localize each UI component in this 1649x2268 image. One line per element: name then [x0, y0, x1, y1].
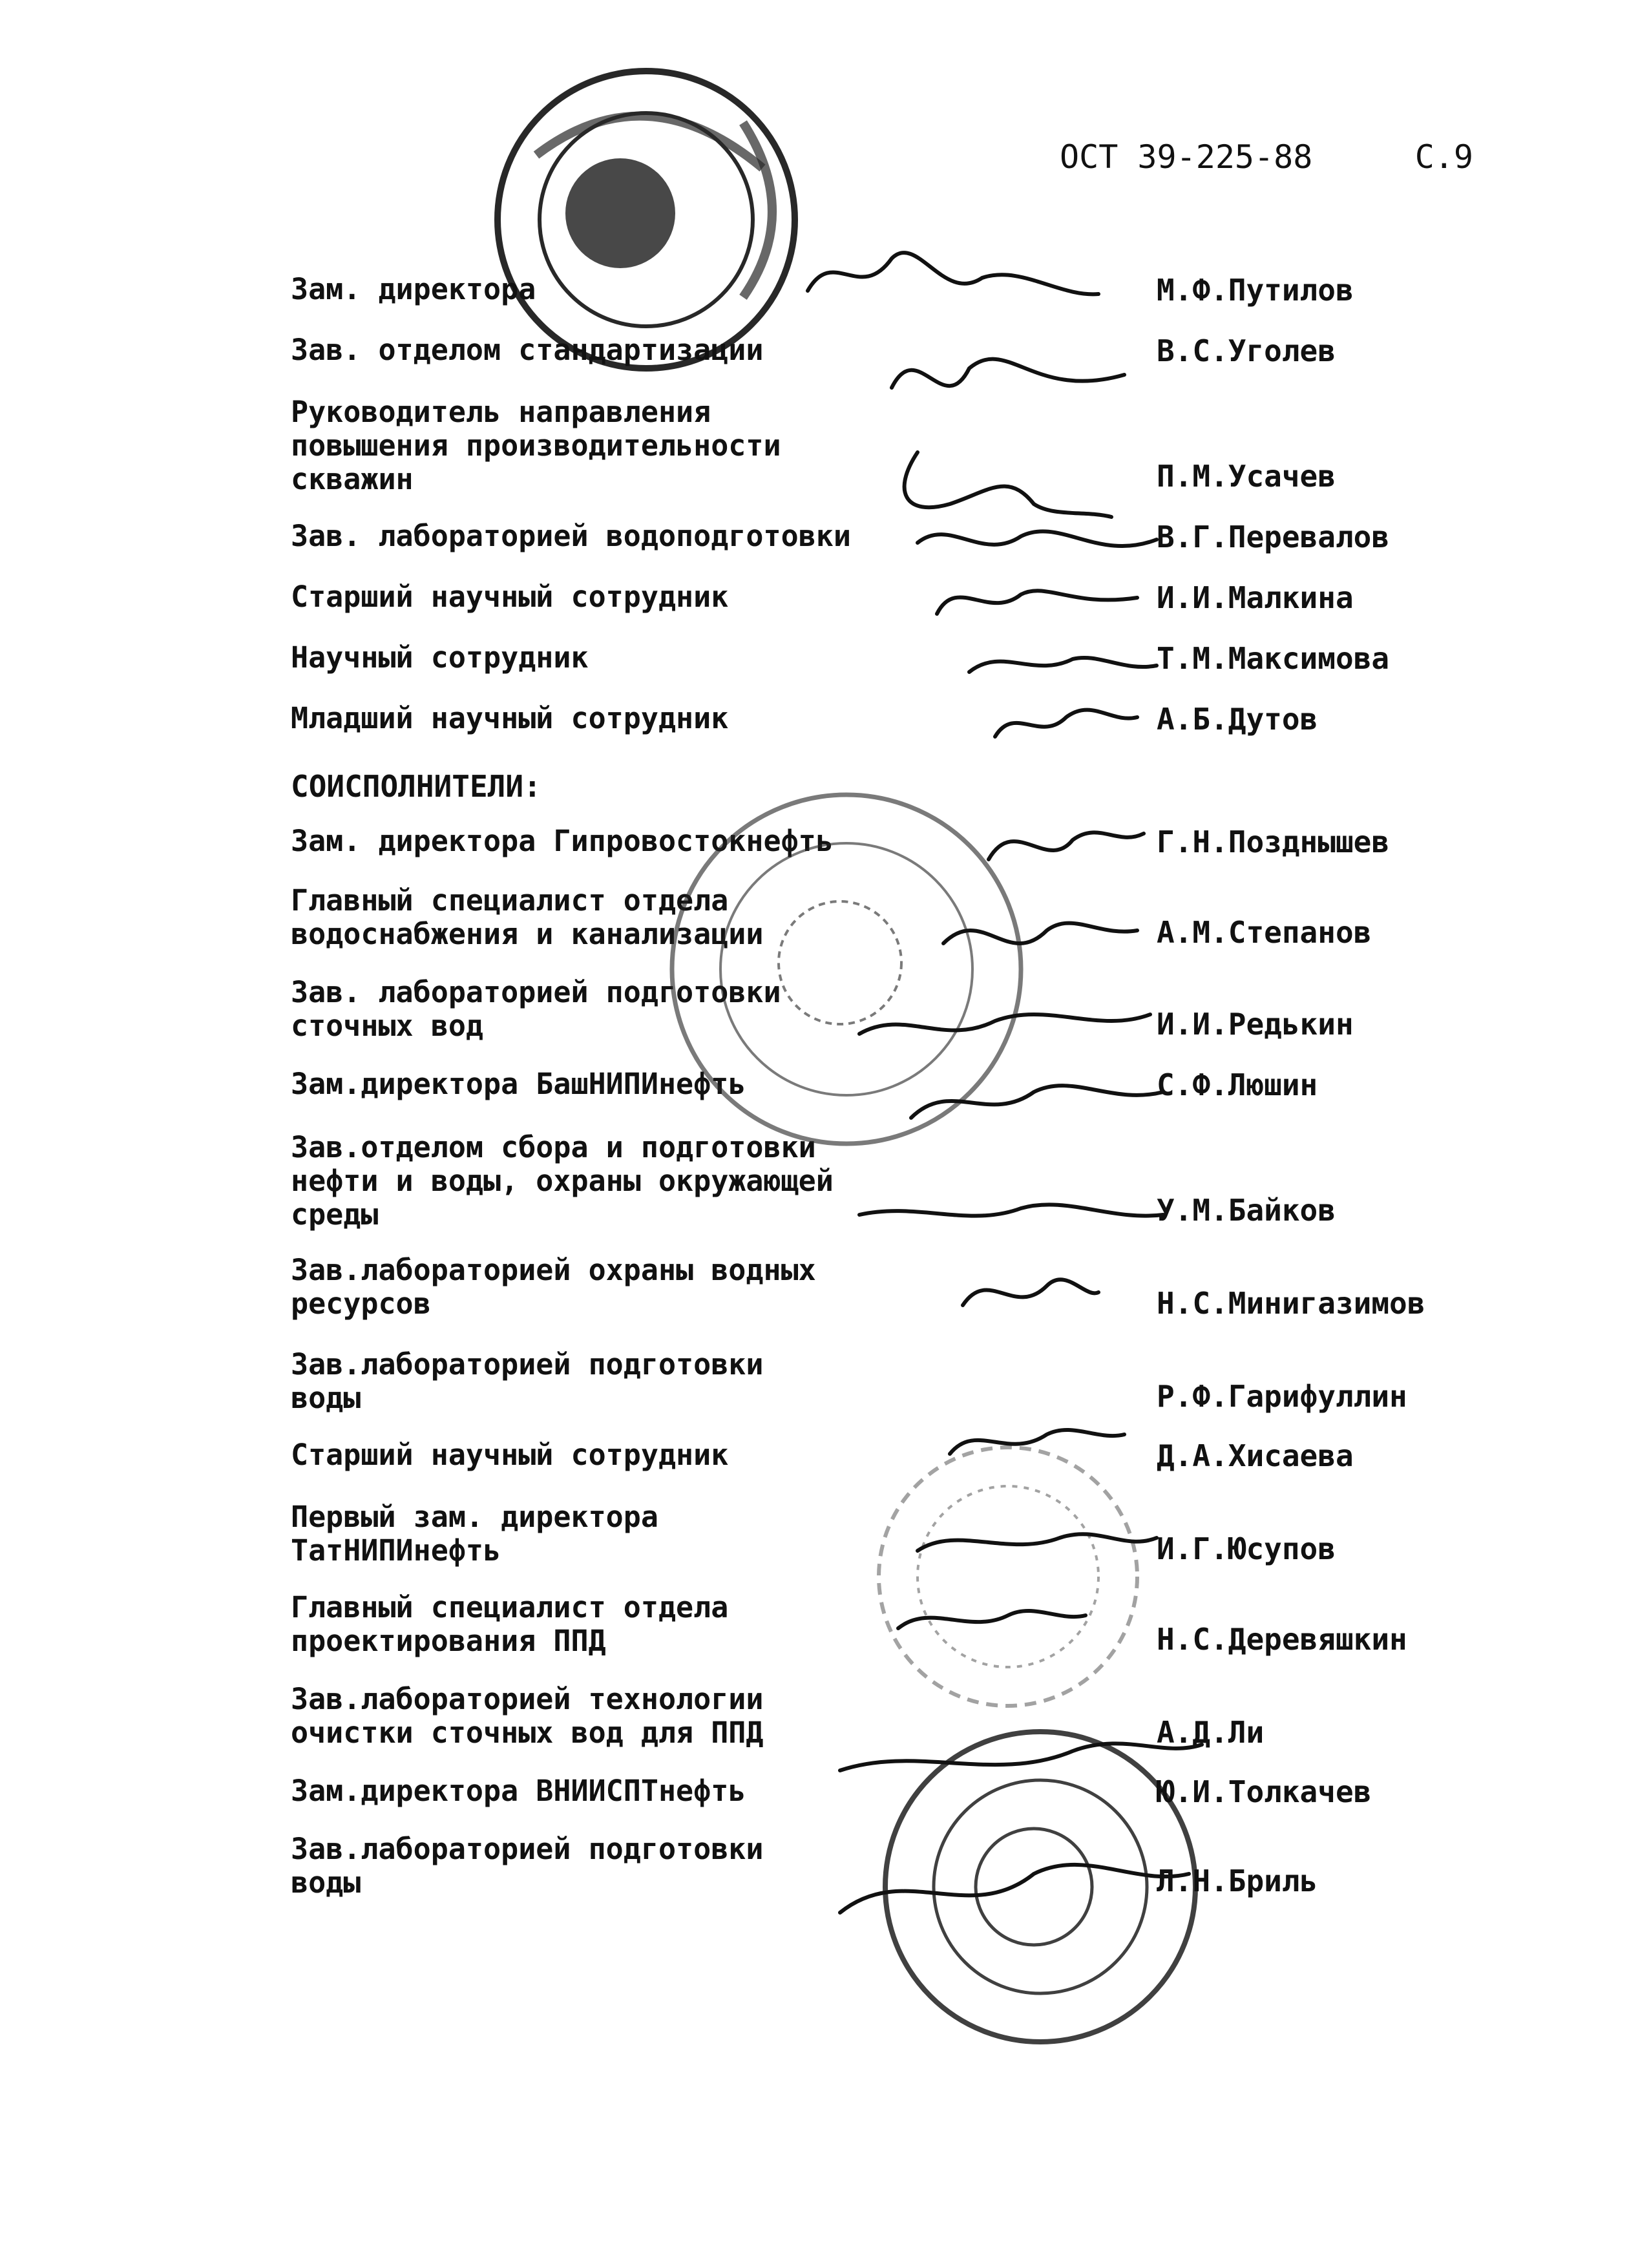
- signatory-role: Зам. директора: [291, 272, 536, 306]
- signatory-role: Руководитель направления повышения производительности скважин: [291, 395, 781, 496]
- signatory-name: В.Г.Перевалов: [1157, 520, 1390, 554]
- document-code: ОСТ 39-225-88: [1060, 138, 1313, 176]
- signatory-name: И.И.Малкина: [1157, 580, 1354, 615]
- signatory-role: Зав. отделом стандартизации: [291, 333, 764, 367]
- vniisptneft-seal-stamp: [885, 1732, 1195, 2042]
- signatory-name: Т.М.Максимова: [1157, 641, 1390, 676]
- coexecutor-role: Зав.лабораторией технологии очистки сточных вод для ППД: [291, 1682, 764, 1750]
- coexecutor-name: Р.Ф.Гарифуллин: [1157, 1379, 1407, 1414]
- coexecutor-role: Первый зам. директора ТатНИПИнефть: [291, 1500, 658, 1568]
- page-header: [1060, 134, 1473, 180]
- signatory-name: В.С.Уголев: [1157, 333, 1336, 368]
- coexecutor-role: Главный специалист отдела водоснабжения и канализации: [291, 883, 764, 951]
- coexecutor-name: Г.Н.Позднышев: [1157, 824, 1390, 859]
- coexecutor-role: Зав.лабораторией подготовки воды: [291, 1347, 764, 1415]
- page-number: С.9: [1414, 138, 1473, 176]
- coexecutor-name: А.Д.Ли: [1157, 1715, 1265, 1750]
- signatory-name: М.Ф.Путилов: [1157, 273, 1354, 308]
- coexecutor-role: Главный специалист отдела проектирования ППД: [291, 1590, 729, 1658]
- coexecutor-name: С.Ф.Люшин: [1157, 1067, 1318, 1102]
- coexecutor-name: Н.С.Деревяшкин: [1157, 1622, 1407, 1657]
- coexecutor-name: А.М.Степанов: [1157, 915, 1372, 950]
- coexecutor-name: Н.С.Минигазимов: [1157, 1286, 1425, 1321]
- signatory-name: А.Б.Дутов: [1157, 702, 1318, 737]
- coexecutor-role: Зав. лабораторией подготовки сточных вод: [291, 975, 781, 1043]
- signatory-role: Старший научный сотрудник: [291, 580, 729, 614]
- coexecutor-name: И.Г.Юсупов: [1157, 1531, 1336, 1566]
- coexecutor-role: Зам.директора БашНИПИнефть: [291, 1067, 746, 1101]
- coexecutors-heading: СОИСПОЛНИТЕЛИ:: [291, 769, 541, 804]
- coexecutor-role: Зам.директора ВНИИСПТнефть: [291, 1774, 746, 1808]
- signatory-name: П.М.Усачев: [1157, 459, 1336, 494]
- coexecutor-role: Зам. директора Гипровостокнефть: [291, 824, 834, 858]
- signatory-role: Зав. лабораторией водоподготовки: [291, 519, 851, 553]
- coexecutor-role: Зав.лабораторией охраны водных ресурсов: [291, 1253, 816, 1321]
- coexecutor-name: И.И.Редькин: [1157, 1007, 1354, 1042]
- coexecutor-name: Д.А.Хисаева: [1157, 1438, 1354, 1473]
- official-seal-stamp: [498, 71, 795, 368]
- signatory-role: Младший научный сотрудник: [291, 701, 729, 735]
- coexecutor-name: Ю.И.Толкачев: [1157, 1774, 1372, 1809]
- coexecutor-name: Л.Н.Бриль: [1157, 1864, 1318, 1898]
- tatnipineft-seal-stamp: [879, 1447, 1137, 1706]
- coexecutor-name: У.М.Байков: [1157, 1193, 1336, 1228]
- coexecutor-role: Зав.лабораторией подготовки воды: [291, 1832, 764, 1900]
- signatory-role: Научный сотрудник: [291, 640, 589, 675]
- coexecutor-role: Зав.отделом сбора и подготовки нефти и воды, охраны окружающей среды: [291, 1130, 834, 1232]
- coexecutor-role: Старший научный сотрудник: [291, 1438, 729, 1472]
